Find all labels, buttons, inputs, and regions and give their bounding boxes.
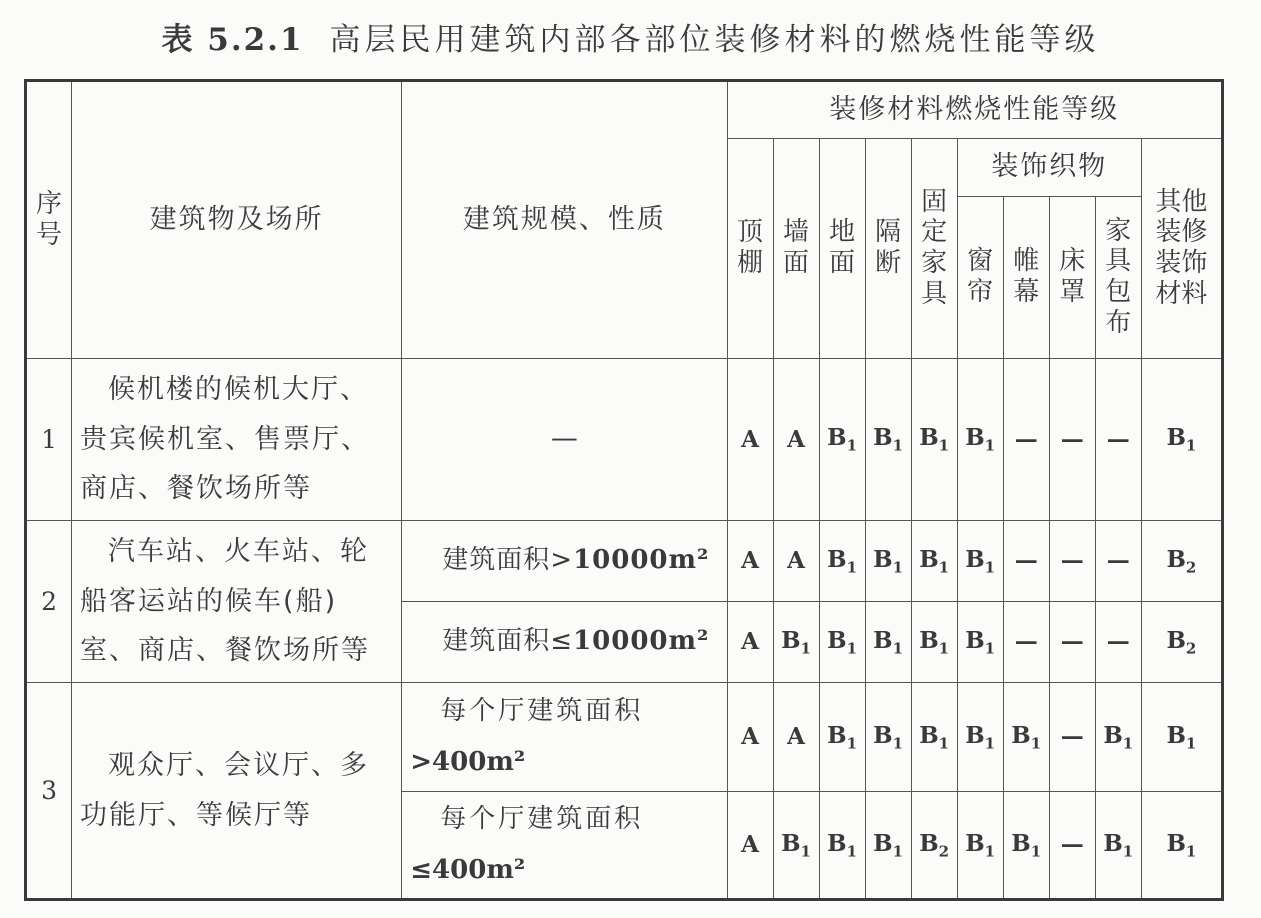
grade-cell: $B_1$: [819, 602, 865, 683]
grade-cell: $B_2$: [911, 792, 957, 900]
table-number: 表 5.2.1: [161, 22, 304, 58]
grade-cell: $B_2$: [1141, 521, 1222, 602]
grade-cell: $B_1$: [957, 359, 1003, 521]
grade-cell: $B_1$: [1141, 792, 1222, 900]
table-title-text: 高层民用建筑内部各部位装修材料的燃烧性能等级: [329, 22, 1100, 58]
grade-cell: $B_1$: [819, 792, 865, 900]
header-bedcover: 床罩: [1049, 197, 1095, 359]
grade-cell: $B_1$: [1095, 683, 1141, 792]
table-row: [26, 359, 1223, 521]
header-fixed-furniture: 固定家具: [911, 139, 957, 359]
grade-cell: $B_1$: [957, 521, 1003, 602]
grade-cell: —: [1095, 359, 1141, 521]
grade-cell: —: [1049, 602, 1095, 683]
grade-cell: $B_1$: [911, 521, 957, 602]
header-floor: 地面: [819, 139, 865, 359]
header-furniture-cover: 家具包布: [1095, 197, 1141, 359]
grade-cell: $B_1$: [773, 602, 819, 683]
grade-cell: A: [727, 602, 773, 683]
header-fabrics: 装饰织物: [957, 139, 1141, 197]
grade-cell: —: [1049, 683, 1095, 792]
grade-cell: $B_1$: [911, 683, 957, 792]
grade-cell: —: [1003, 602, 1049, 683]
header-grade-group: 装修材料燃烧性能等级: [727, 81, 1223, 139]
grade-cell: $B_1$: [819, 521, 865, 602]
grade-cell: $B_1$: [819, 683, 865, 792]
table-row: [26, 683, 1223, 792]
row-scale: —: [402, 359, 727, 521]
grade-cell: —: [1049, 521, 1095, 602]
grade-cell: A: [773, 521, 819, 602]
grade-cell: $B_1$: [865, 359, 911, 521]
grade-cell: $B_1$: [865, 602, 911, 683]
grade-cell: $B_1$: [865, 683, 911, 792]
row-scale: 建筑面积>10000m²: [402, 521, 727, 602]
header-building: 建筑物及场所: [72, 81, 402, 359]
grade-cell: —: [1095, 521, 1141, 602]
grade-cell: —: [1049, 359, 1095, 521]
grade-cell: $B_1$: [1141, 359, 1222, 521]
row-index: 3: [26, 683, 72, 900]
table-title: [0, 14, 1261, 64]
grade-cell: —: [1095, 602, 1141, 683]
row-index: 2: [26, 521, 72, 683]
grade-cell: $B_1$: [1003, 683, 1049, 792]
grade-cell: —: [1049, 792, 1095, 900]
grade-cell: $B_2$: [1141, 602, 1222, 683]
grade-cell: A: [727, 521, 773, 602]
grade-cell: A: [727, 792, 773, 900]
grade-cell: A: [727, 359, 773, 521]
grade-cell: A: [727, 683, 773, 792]
header-scale: 建筑规模、性质: [402, 81, 727, 359]
row-building: 候机楼的候机大厅、 贵宾候机室、售票厅、 商店、餐饮场所等: [72, 359, 402, 521]
row-building: 汽车站、火车站、轮 船客运站的候车(船) 室、商店、餐饮场所等: [72, 521, 402, 683]
grade-cell: $B_1$: [911, 602, 957, 683]
header-other: 其他装修装饰材料: [1141, 139, 1222, 359]
grade-cell: —: [1003, 359, 1049, 521]
header-curtain: 窗帘: [957, 197, 1003, 359]
table-row: [26, 521, 1223, 602]
grade-cell: $B_1$: [1141, 683, 1222, 792]
row-index: 1: [26, 359, 72, 521]
header-wall: 墙面: [773, 139, 819, 359]
header-ceiling: 顶棚: [727, 139, 773, 359]
grade-cell: A: [773, 683, 819, 792]
grade-cell: $B_1$: [865, 521, 911, 602]
row-scale: 建筑面积≤10000m²: [402, 602, 727, 683]
header-drape: 帷幕: [1003, 197, 1049, 359]
row-building: 观众厅、会议厅、多 功能厅、等候厅等: [72, 683, 402, 900]
header-partition: 隔断: [865, 139, 911, 359]
grade-cell: $B_1$: [819, 359, 865, 521]
row-scale: 每个厅建筑面积 >400m²: [402, 683, 727, 792]
grade-cell: $B_1$: [1003, 792, 1049, 900]
row-scale: 每个厅建筑面积 ≤400m²: [402, 792, 727, 900]
grade-cell: —: [1003, 521, 1049, 602]
flammability-table: [24, 79, 1224, 901]
grade-cell: A: [773, 359, 819, 521]
grade-cell: $B_1$: [957, 792, 1003, 900]
grade-cell: $B_1$: [1095, 792, 1141, 900]
header-index: 序号: [26, 81, 72, 359]
grade-cell: $B_1$: [865, 792, 911, 900]
grade-cell: $B_1$: [957, 683, 1003, 792]
grade-cell: $B_1$: [957, 602, 1003, 683]
grade-cell: $B_1$: [911, 359, 957, 521]
grade-cell: $B_1$: [773, 792, 819, 900]
